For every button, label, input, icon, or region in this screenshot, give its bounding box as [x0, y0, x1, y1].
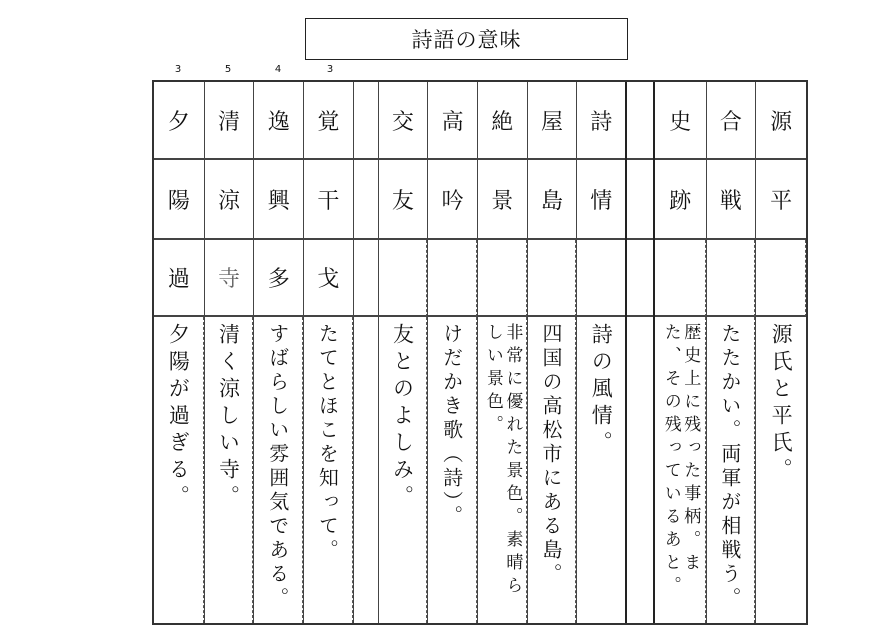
- empty-cell: [627, 160, 653, 240]
- kanji-cell: 詩: [577, 82, 625, 160]
- meaning-cell: [254, 317, 303, 623]
- meaning-cell: [304, 317, 353, 623]
- word-column: [655, 82, 707, 623]
- meaning-line: 源氏と平氏。: [769, 323, 794, 485]
- meaning-line: たたかい。両軍が相戦う。: [717, 323, 742, 611]
- word-column: [428, 82, 478, 623]
- kanji-cell: 合: [707, 82, 756, 160]
- kanji-cell: 情: [577, 160, 625, 240]
- meaning-line: 友とのよしみ。: [390, 323, 415, 512]
- meaning-cell: [478, 317, 527, 623]
- meaning-text: [387, 323, 417, 512]
- kanji-cell: 跡: [655, 160, 706, 240]
- meaning-cell: [428, 317, 477, 623]
- meaning-cell: [528, 317, 577, 623]
- spacer-column: [627, 82, 655, 623]
- stroke-count: 3: [174, 64, 182, 75]
- meaning-line: 歴史上に残った事柄。ま: [680, 323, 701, 576]
- kanji-cell: 陽: [154, 160, 204, 240]
- kanji-cell: 吟: [428, 160, 477, 240]
- empty-cell: [354, 317, 378, 623]
- meaning-cell: [577, 317, 625, 623]
- meaning-cell: [655, 317, 706, 623]
- word-column: [154, 82, 205, 623]
- meaning-line: 詩の風情。: [589, 323, 614, 458]
- meaning-text: [766, 323, 796, 485]
- meaning-text: [313, 323, 342, 563]
- empty-cell: [354, 160, 378, 240]
- meaning-text: [537, 323, 566, 587]
- kanji-cell: [707, 240, 756, 317]
- meaning-cell: [707, 317, 756, 623]
- meaning-text: [438, 323, 467, 529]
- kanji-cell: 覚: [304, 82, 353, 160]
- meaning-text: [163, 323, 193, 512]
- stroke-count: 4: [274, 64, 282, 75]
- word-column: [304, 82, 354, 623]
- meaning-line: 清く涼しい寺。: [216, 323, 241, 512]
- kanji-cell: 屋: [528, 82, 577, 160]
- stroke-count: 3: [326, 64, 334, 75]
- meaning-line: 非常に優れた景色。素晴ら: [502, 323, 523, 599]
- empty-cell: [627, 317, 653, 623]
- kanji-cell: [756, 240, 806, 317]
- stroke-count: 5: [224, 64, 232, 75]
- kanji-cell: 戈: [304, 240, 353, 317]
- meaning-line: 夕陽が過ぎる。: [166, 323, 191, 512]
- meaning-line: 四国の高松市にある島。: [539, 323, 563, 587]
- kanji-cell: 源: [756, 82, 806, 160]
- kanji-cell: 戦: [707, 160, 756, 240]
- word-column: [528, 82, 578, 623]
- word-column: [379, 82, 429, 623]
- meaning-line: た、その残っているあと。: [660, 323, 681, 599]
- meaning-cell: [756, 317, 806, 623]
- empty-cell: [354, 82, 378, 160]
- meaning-cell: [205, 317, 254, 623]
- kanji-cell: 興: [254, 160, 303, 240]
- word-column: [254, 82, 304, 623]
- kanji-cell: [428, 240, 477, 317]
- meaning-line: たてとほこを知って。: [315, 323, 340, 563]
- kanji-cell: [528, 240, 577, 317]
- kanji-cell: 多: [254, 240, 303, 317]
- meaning-line: すばらしい雰囲気である。: [265, 323, 290, 611]
- spacer-column: [354, 82, 379, 623]
- meaning-cell: [154, 317, 204, 623]
- kanji-cell: [655, 240, 706, 317]
- word-column: [478, 82, 528, 623]
- meaning-text: [214, 323, 244, 512]
- kanji-cell: 夕: [154, 82, 204, 160]
- empty-cell: [627, 240, 653, 317]
- meaning-text: [264, 323, 293, 611]
- kanji-cell: 平: [756, 160, 806, 240]
- empty-cell: [354, 240, 378, 317]
- word-column: [707, 82, 757, 623]
- meaning-cell: [379, 317, 428, 623]
- kanji-cell: [478, 240, 527, 317]
- kanji-cell: 干: [304, 160, 353, 240]
- vocabulary-table: [152, 80, 808, 625]
- kanji-cell: 高: [428, 82, 477, 160]
- kanji-cell: 逸: [254, 82, 303, 160]
- kanji-cell: 清: [205, 82, 254, 160]
- meaning-text: [716, 323, 745, 611]
- kanji-cell: 交: [379, 82, 428, 160]
- kanji-cell: 友: [379, 160, 428, 240]
- kanji-cell: 景: [478, 160, 527, 240]
- kanji-cell: [577, 240, 625, 317]
- kanji-cell: 史: [655, 82, 706, 160]
- kanji-cell: 絶: [478, 82, 527, 160]
- meaning-text: [660, 323, 699, 599]
- worksheet-title: 詩語の意味: [305, 18, 628, 60]
- meaning-line: けだかき歌（詩）。: [439, 323, 464, 529]
- kanji-cell: 過: [154, 240, 204, 317]
- kanji-cell: 寺: [205, 240, 254, 317]
- kanji-cell: 涼: [205, 160, 254, 240]
- meaning-text: [482, 323, 521, 599]
- empty-cell: [627, 82, 653, 160]
- kanji-cell: 島: [528, 160, 577, 240]
- kanji-cell: [379, 240, 428, 317]
- word-column: [205, 82, 255, 623]
- meaning-line: しい景色。: [482, 323, 503, 438]
- word-column: [756, 82, 806, 623]
- word-column: [577, 82, 627, 623]
- meaning-text: [586, 323, 616, 458]
